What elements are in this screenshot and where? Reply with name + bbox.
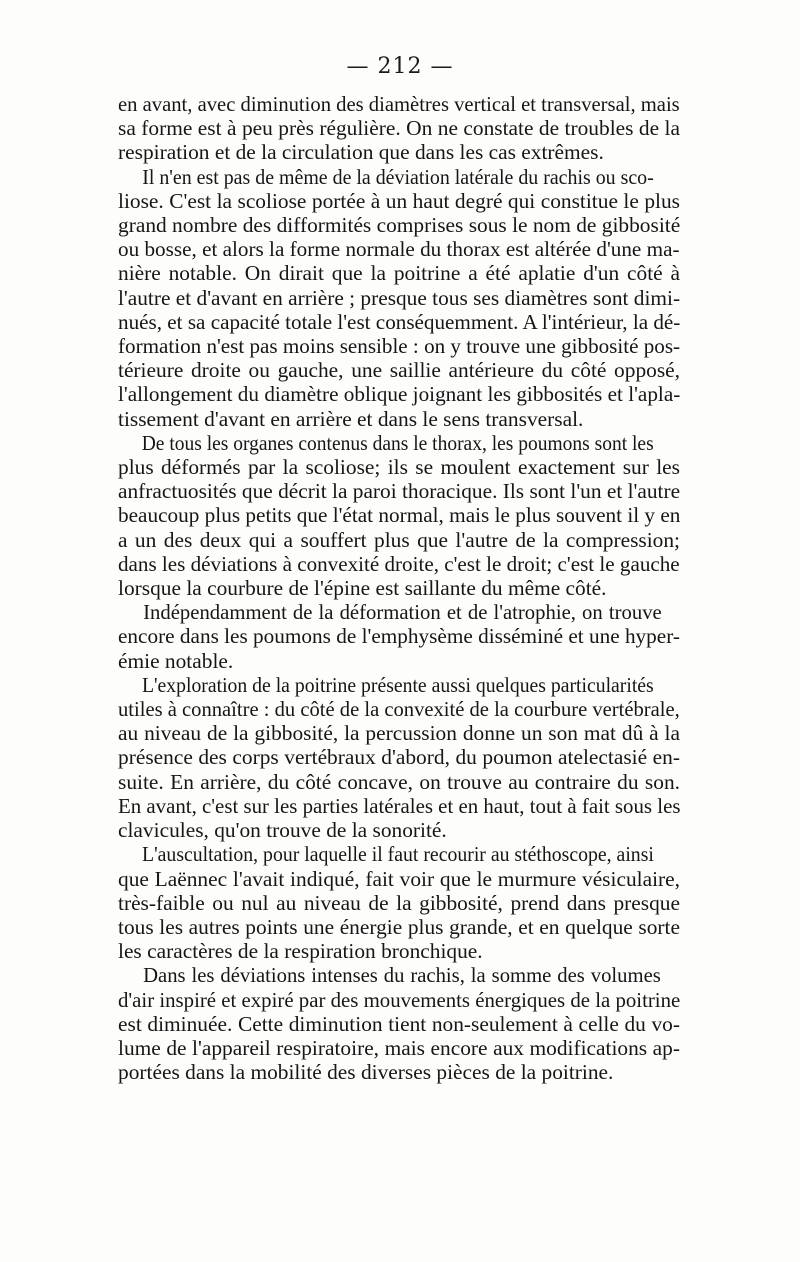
- page-number: — 212 —: [346, 54, 454, 79]
- text-line: l'autre et d'avant en arrière ; presque tous ses diamètres sont dimi-: [118, 285, 681, 310]
- text-line: Dans les déviations intenses du rachis, la somme des volumes: [143, 963, 661, 988]
- paragraph: [118, 431, 680, 600]
- text-line: a un des deux qui a souffert plus que l'autre de la compression;: [118, 527, 680, 552]
- text-line: portées dans la mobilité des diverses pièces de la poitrine.: [118, 1060, 614, 1085]
- paragraph: [118, 673, 680, 842]
- paragraph: [118, 842, 680, 963]
- text-line: émie notable.: [118, 648, 234, 673]
- text-line: l'allongement du diamètre oblique joignant les gibbosités et l'apla-: [118, 382, 681, 407]
- body-text: [118, 92, 680, 1084]
- text-line: utiles à connaître : du côté de la convexité de la courbure vertébrale,: [118, 697, 680, 722]
- text-line: suite. En arrière, du côté concave, on trouve au contraire du son.: [118, 769, 680, 794]
- text-line: De tous les organes contenus dans le thorax, les poumons sont les: [141, 430, 654, 455]
- text-line: formation n'est pas moins sensible : on y trouve une gibbosité pos-: [118, 334, 681, 359]
- text-line: les caractères de la respiration bronchique.: [118, 939, 483, 964]
- text-line: liose. C'est la scoliose portée à un haut degré qui constitue le plus: [118, 188, 680, 213]
- text-line: est diminuée. Cette diminution tient non-seulement à celle du vo-: [118, 1011, 680, 1036]
- text-line: respiration et de la circulation que dans les cas extrêmes.: [118, 140, 604, 165]
- paragraph: [118, 600, 680, 673]
- text-line: tous les autres points une énergie plus grande, et en quelque sorte: [118, 914, 680, 939]
- text-line: L'exploration de la poitrine présente aussi quelques particularités: [141, 672, 654, 697]
- text-line: plus déformés par la scoliose; ils se moulent exactement sur les: [118, 455, 680, 480]
- text-line: L'auscultation, pour laquelle il faut recourir au stéthoscope, ainsi: [142, 842, 654, 867]
- paragraph: [118, 92, 680, 165]
- text-line: en avant, avec diminution des diamètres vertical et transversal, mais: [118, 92, 680, 116]
- text-line: très-faible ou nul au niveau de la gibbosité, prend dans presque: [118, 890, 680, 915]
- text-line: Il n'en est pas de même de la déviation latérale du rachis ou sco-: [142, 164, 654, 189]
- text-line: Indépendamment de la déformation et de l'atrophie, on trouve: [143, 600, 662, 625]
- text-line: sa forme est à peu près régulière. On ne constate de troubles de la: [118, 116, 680, 141]
- text-line: au niveau de la gibbosité, la percussion donne un son mat dû à la: [118, 721, 680, 746]
- text-line: lorsque la courbure de l'épine est saillante du même côté.: [118, 576, 607, 601]
- text-line: clavicules, qu'on trouve de la sonorité.: [118, 818, 447, 843]
- text-line: térieure droite ou gauche, une saillie antérieure du côté opposé,: [118, 358, 680, 383]
- text-line: En avant, c'est sur les parties latérales et en haut, tout à fait sous les: [118, 793, 681, 818]
- text-line: beaucoup plus petits que l'état normal, mais le plus souvent il y en: [118, 503, 681, 528]
- text-line: nués, et sa capacité totale l'est conséquemment. A l'intérieur, la dé-: [118, 309, 681, 334]
- text-line: dans les déviations à convexité droite, c'est le droit; c'est le gauche: [118, 551, 680, 576]
- text-line: anfractuosités que décrit la paroi thoracique. Ils sont l'un et l'autre: [118, 479, 681, 504]
- text-line: que Laënnec l'avait indiqué, fait voir que le murmure vésiculaire,: [118, 866, 680, 891]
- text-line: d'air inspiré et expiré par des mouvements énergiques de la poitrine: [118, 987, 681, 1012]
- text-line: encore dans les poumons de l'emphysème disséminé et une hyper-: [118, 624, 680, 649]
- text-line: tissement d'avant en arrière et dans le sens transversal.: [118, 406, 584, 431]
- text-line: présence des corps vertébraux d'abord, du poumon atelectasié en-: [118, 745, 680, 770]
- text-line: nière notable. On dirait que la poitrine a été aplatie d'un côté à: [118, 261, 680, 286]
- text-line: ou bosse, et alors la forme normale du thorax est altérée d'une ma-: [118, 237, 680, 262]
- text-line: lume de l'appareil respiratoire, mais encore aux modifications ap-: [118, 1035, 680, 1060]
- paragraph: [118, 963, 680, 1084]
- text-line: grand nombre des difformités comprises sous le nom de gibbosité: [118, 213, 681, 238]
- paragraph: [118, 165, 680, 431]
